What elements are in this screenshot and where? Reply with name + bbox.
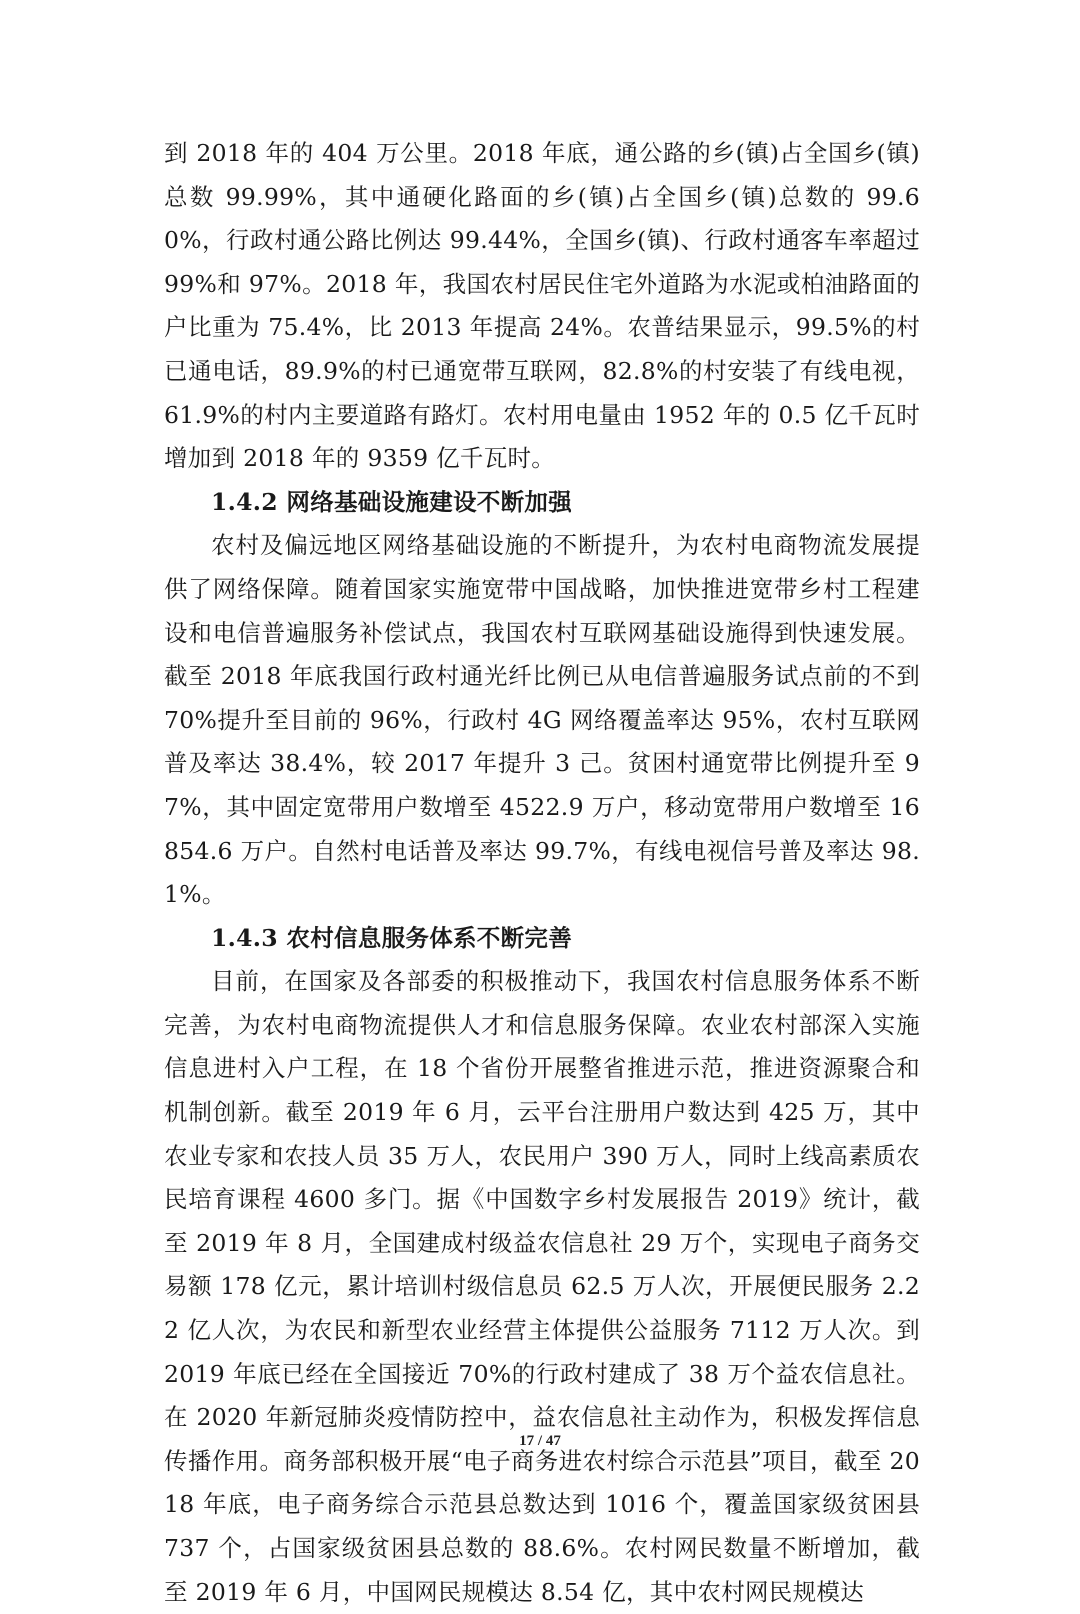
page-number: 17 / 47 bbox=[519, 1433, 561, 1449]
paragraph-network-infrastructure: 农村及偏远地区网络基础设施的不断提升，为农村电商物流发展提供了网络保障。随着国家实施宽带中国战略，加快推进宽带乡村工程建设和电信普遍服务补偿试点，我国农村互联网基础设施得到快速发展。截至 2018 年底我国行政村通光纤比例已从电信普遍服务试点前的不到 70%提升至目前的 96%，行政村 4G 网络覆盖率达 95%，农村互联网普及率达 38.4%，较 2017 年提升 3 己。贫困村通宽带比例提升至 97%，其中固定宽带用户数增至 4522.9 万户，移动宽带用户数增至 16854.6 万户。自然村电话普及率达 99.7%，有线电视信号普及率达 98.1%。 bbox=[164, 531, 920, 909]
section-heading-1-4-2: 1.4.2 网络基础设施建设不断加强 bbox=[211, 487, 572, 516]
paragraph-information-services: 目前，在国家及各部委的积极推动下，我国农村信息服务体系不断完善，为农村电商物流提供人才和信息服务保障。农业农村部深入实施信息进村入户工程，在 18 个省份开展整省推进示范，推进资源聚合和机制创新。截至 2019 年 6 月，云平台注册用户数达到 425 万，其中农业专家和农技人员 35 万人，农民用户 390 万人，同时上线高素质农民培育课程 4600 多门。据《中国数字乡村发展报告 2019》统计，截至 2019 年 8 月，全国建成村级益农信息社 29 万个，实现电子商务交易额 178 亿元，累计培训村级信息员 62.5 万人次，开展便民服务 2.22 亿人次，为农民和新型农业经营主体提供公益服务 7112 万人次。到 2019 年底已经在全国接近 70%的行政村建成了 38 万个益农信息社。在 2020 年新冠肺炎疫情防控中，益农信息社主动作为，积极发挥信息传播作用。商务部积极开展“电子商务进农村综合示范县”项目，截至 2018 年底，电子商务综合示范县总数达到 1016 个，覆盖国家级贫困县 737 个，占国家级贫困县总数的 88.6%。农村网民数量不断增加，截至 2019 年 6 月，中国网民规模达 8.54 亿，其中农村网民规模达 bbox=[164, 967, 920, 1606]
section-heading-1-4-3: 1.4.3 农村信息服务体系不断完善 bbox=[211, 923, 572, 952]
paragraph-road-statistics: 到 2018 年的 404 万公里。2018 年底，通公路的乡(镇)占全国乡(镇)总数 99.99%，其中通硬化路面的乡(镇)占全国乡(镇)总数的 99.60%，行政村通公路比例达 99.44%，全国乡(镇)、行政村通客车率超过 99%和 97%。2018 年，我国农村居民住宅外道路为水泥或柏油路面的户比重为 75.4%，比 2013 年提高 24%。农普结果显示，99.5%的村已通电话，89.9%的村已通宽带互联网，82.8%的村安装了有线电视，61.9%的村内主要道路有路灯。农村用电量由 1952 年的 0.5 亿千瓦时增加到 2018 年的 9359 亿千瓦时。 bbox=[164, 139, 920, 473]
page-body bbox=[164, 132, 920, 1614]
